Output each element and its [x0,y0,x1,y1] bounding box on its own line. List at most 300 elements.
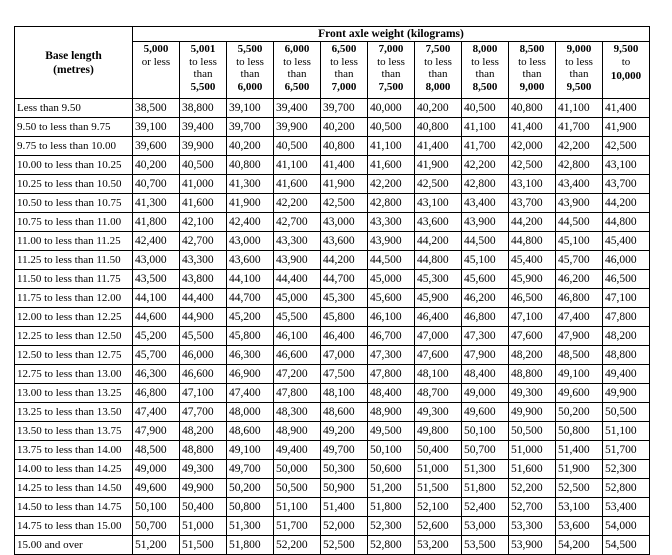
column-header-line: 8,500 [472,80,498,93]
gross-weight-cell: 50,000 [274,460,321,479]
table-row [15,175,650,194]
weight-column-header [462,42,509,99]
column-header-line: 7,000 [378,43,404,55]
gross-weight-cell: 44,500 [368,251,415,270]
gross-weight-cell: 54,500 [603,536,650,555]
gross-weight-cell: 44,200 [509,213,556,232]
gross-weight-cell: 43,500 [133,270,180,289]
weight-column-header [180,42,227,99]
gross-weight-cell: 43,400 [462,194,509,213]
gross-weight-cell: 52,300 [368,517,415,536]
gross-weight-cell: 48,600 [321,403,368,422]
table-row [15,137,650,156]
gross-weight-cell: 46,300 [227,346,274,365]
gross-weight-cell: 39,900 [180,137,227,156]
column-header-line: than [569,68,589,80]
base-length-label: 13.75 to less than 14.00 [15,441,133,460]
gross-weight-cell: 42,800 [462,175,509,194]
gross-weight-cell: 48,800 [180,441,227,460]
gross-weight-cell: 46,500 [603,270,650,289]
base-length-label: 9.50 to less than 9.75 [15,118,133,137]
gross-weight-cell: 53,400 [603,498,650,517]
base-length-label: 9.75 to less than 10.00 [15,137,133,156]
gross-weight-cell: 50,200 [556,403,603,422]
gross-weight-cell: 49,600 [133,479,180,498]
gross-weight-cell: 50,400 [180,498,227,517]
gross-weight-cell: 40,500 [462,99,509,118]
column-header-line: to less [377,55,405,68]
gross-weight-cell: 51,300 [462,460,509,479]
gross-weight-cell: 46,200 [556,270,603,289]
gross-weight-cell: 47,600 [509,327,556,346]
gross-weight-cell: 41,900 [415,156,462,175]
gross-weight-cell: 42,400 [133,232,180,251]
gross-weight-cell: 44,100 [227,270,274,289]
gross-weight-cell: 41,400 [509,118,556,137]
gross-weight-cell: 41,300 [133,194,180,213]
gross-weight-cell: 42,700 [180,232,227,251]
table-row [15,213,650,232]
gross-weight-cell: 51,000 [180,517,227,536]
gross-weight-cell: 52,600 [415,517,462,536]
gross-weight-cell: 49,700 [227,460,274,479]
column-header-line: 5,001 [190,43,216,55]
column-header-line: 7,500 [378,80,404,93]
gross-weight-cell: 47,100 [509,308,556,327]
gross-weight-cell: 51,500 [180,536,227,555]
gross-weight-cell: 42,000 [509,137,556,156]
table-row [15,118,650,137]
table-row [15,251,650,270]
gross-weight-cell: 50,600 [368,460,415,479]
gross-weight-cell: 40,800 [321,137,368,156]
gross-weight-cell: 41,700 [462,137,509,156]
base-length-label: 14.75 to less than 15.00 [15,517,133,536]
column-header-line: 9,000 [566,43,592,55]
gross-weight-cell: 48,300 [274,403,321,422]
gross-weight-cell: 48,400 [368,384,415,403]
gross-weight-cell: 49,800 [415,422,462,441]
gross-weight-cell: 48,800 [509,365,556,384]
gross-weight-cell: 53,600 [556,517,603,536]
column-header-line: 6,500 [331,43,357,55]
gross-weight-cell: 43,600 [415,213,462,232]
gross-weight-cell: 52,700 [509,498,556,517]
gross-weight-cell: 44,500 [462,232,509,251]
table-row [15,308,650,327]
gross-weight-cell: 45,000 [368,270,415,289]
gross-weight-cell: 52,500 [556,479,603,498]
weight-column-header [368,42,415,99]
column-header-line: than [381,68,401,80]
gross-weight-cell: 51,200 [133,536,180,555]
gross-weight-cell: 44,900 [180,308,227,327]
gross-weight-cell: 45,900 [415,289,462,308]
gross-weight-cell: 46,900 [227,365,274,384]
gross-weight-cell: 51,700 [603,441,650,460]
column-header-line: 9,500 [613,43,639,55]
base-length-header-line: Base length [45,49,102,62]
column-header-line: 8,000 [472,43,498,55]
base-length-label: 12.00 to less than 12.25 [15,308,133,327]
gross-weight-cell: 47,100 [180,384,227,403]
gross-weight-cell: 52,800 [603,479,650,498]
gross-weight-cell: 48,900 [368,403,415,422]
gross-weight-cell: 40,500 [180,156,227,175]
gross-weight-cell: 45,500 [180,327,227,346]
column-header-line: 7,000 [331,80,357,93]
base-length-label: 12.50 to less than 12.75 [15,346,133,365]
gross-weight-cell: 43,900 [556,194,603,213]
gross-weight-cell: 39,700 [321,99,368,118]
gross-weight-cell: 41,400 [321,156,368,175]
gross-weight-cell: 43,000 [227,232,274,251]
gross-weight-cell: 42,500 [509,156,556,175]
gross-weight-cell: 47,200 [274,365,321,384]
gross-weight-cell: 48,900 [274,422,321,441]
gross-weight-cell: 44,500 [556,213,603,232]
gross-weight-cell: 43,100 [603,156,650,175]
gross-weight-cell: 41,800 [133,213,180,232]
gross-weight-cell: 43,600 [321,232,368,251]
weight-column-header [603,42,650,99]
gross-weight-cell: 43,700 [603,175,650,194]
gross-weight-cell: 47,900 [133,422,180,441]
gross-weight-cell: 50,100 [368,441,415,460]
gross-weight-cell: 45,600 [462,270,509,289]
gross-weight-cell: 47,800 [603,308,650,327]
gross-weight-cell: 49,300 [509,384,556,403]
column-header-line: than [334,68,354,80]
gross-weight-cell: 46,100 [368,308,415,327]
column-header-line: to less [283,55,311,68]
column-header-line: 6,000 [237,80,263,93]
gross-weight-cell: 52,300 [603,460,650,479]
gross-weight-cell: 41,900 [603,118,650,137]
weight-column-header [556,42,603,99]
column-header-line: 9,500 [566,80,592,93]
gross-weight-cell: 49,000 [133,460,180,479]
gross-weight-cell: 45,500 [274,308,321,327]
table-row [15,536,650,555]
gross-weight-cell: 44,800 [415,251,462,270]
gross-weight-cell: 45,900 [509,270,556,289]
gross-weight-cell: 47,800 [368,365,415,384]
gross-weight-cell: 45,200 [133,327,180,346]
gross-weight-cell: 47,700 [180,403,227,422]
gross-weight-cell: 49,900 [603,384,650,403]
gross-weight-cell: 52,800 [368,536,415,555]
gross-weight-cell: 51,900 [556,460,603,479]
column-header-line: 5,000 [143,43,169,55]
gross-weight-cell: 47,400 [556,308,603,327]
table-row [15,498,650,517]
weight-column-header [227,42,274,99]
gross-weight-cell: 47,100 [603,289,650,308]
base-length-label: 11.25 to less than 11.50 [15,251,133,270]
gross-weight-cell: 44,100 [133,289,180,308]
base-length-label: 10.50 to less than 10.75 [15,194,133,213]
gross-weight-cell: 39,100 [227,99,274,118]
gross-weight-cell: 45,600 [368,289,415,308]
gross-weight-cell: 41,900 [227,194,274,213]
gross-weight-cell: 43,300 [180,251,227,270]
gross-weight-cell: 49,000 [462,384,509,403]
gross-weight-cell: 41,400 [415,137,462,156]
gross-weight-cell: 41,600 [274,175,321,194]
gross-weight-cell: 51,100 [603,422,650,441]
gross-weight-cell: 49,100 [556,365,603,384]
gross-weight-cell: 42,700 [274,213,321,232]
gross-weight-cell: 47,600 [415,346,462,365]
gross-weight-cell: 41,100 [556,99,603,118]
gross-weight-cell: 39,900 [274,118,321,137]
gross-weight-cell: 46,100 [274,327,321,346]
gross-weight-cell: 51,200 [368,479,415,498]
column-header-line: 5,500 [237,43,263,55]
table-row [15,517,650,536]
gross-weight-cell: 50,800 [556,422,603,441]
gross-weight-cell: 42,200 [368,175,415,194]
table-row [15,270,650,289]
gross-weight-cell: 51,300 [227,517,274,536]
gross-weight-cell: 52,400 [462,498,509,517]
gross-weight-cell: 49,600 [556,384,603,403]
gross-weight-cell: 52,000 [321,517,368,536]
gross-weight-cell: 41,000 [180,175,227,194]
base-length-header-line: (metres) [53,63,94,76]
weight-column-header [509,42,556,99]
gross-weight-cell: 40,800 [227,156,274,175]
gross-weight-cell: 52,200 [274,536,321,555]
gross-weight-cell: 47,300 [462,327,509,346]
weight-column-header [274,42,321,99]
base-length-label: 11.50 to less than 11.75 [15,270,133,289]
base-length-label: 10.75 to less than 11.00 [15,213,133,232]
gross-weight-cell: 46,400 [321,327,368,346]
base-length-label: 13.25 to less than 13.50 [15,403,133,422]
gross-weight-cell: 51,800 [227,536,274,555]
gross-weight-cell: 47,900 [462,346,509,365]
table-row [15,422,650,441]
gross-weight-cell: 52,500 [321,536,368,555]
gross-weight-cell: 46,800 [133,384,180,403]
column-header-line: 6,500 [284,80,310,93]
front-axle-weight-table [14,26,650,555]
column-header-line: to less [424,55,452,68]
column-header-line: to less [518,55,546,68]
gross-weight-cell: 41,300 [227,175,274,194]
gross-weight-cell: 43,300 [368,213,415,232]
gross-weight-cell: 51,600 [509,460,556,479]
base-length-label: 12.25 to less than 12.50 [15,327,133,346]
gross-weight-cell: 50,100 [133,498,180,517]
gross-weight-cell: 43,400 [556,175,603,194]
gross-weight-cell: 50,200 [227,479,274,498]
gross-weight-cell: 45,300 [321,289,368,308]
gross-weight-cell: 50,300 [321,460,368,479]
gross-weight-cell: 48,100 [321,384,368,403]
column-header-line: than [428,68,448,80]
gross-weight-cell: 48,600 [227,422,274,441]
gross-weight-cell: 42,400 [227,213,274,232]
gross-weight-cell: 47,000 [321,346,368,365]
base-length-label: 14.50 to less than 14.75 [15,498,133,517]
gross-weight-cell: 43,900 [274,251,321,270]
gross-weight-cell: 46,000 [603,251,650,270]
gross-weight-cell: 46,800 [556,289,603,308]
table-row [15,156,650,175]
gross-weight-cell: 51,700 [274,517,321,536]
column-header-line: than [287,68,307,80]
gross-weight-cell: 53,900 [509,536,556,555]
gross-weight-cell: 42,500 [603,137,650,156]
weight-column-header [321,42,368,99]
gross-weight-cell: 39,400 [274,99,321,118]
weight-table-container [14,26,650,555]
gross-weight-cell: 54,000 [603,517,650,536]
gross-weight-cell: 41,700 [556,118,603,137]
gross-weight-cell: 39,700 [227,118,274,137]
gross-weight-cell: 42,200 [556,137,603,156]
table-row [15,327,650,346]
gross-weight-cell: 51,400 [321,498,368,517]
gross-weight-cell: 53,300 [509,517,556,536]
gross-weight-cell: 46,500 [509,289,556,308]
gross-weight-cell: 48,500 [133,441,180,460]
gross-weight-cell: 51,100 [274,498,321,517]
table-row [15,289,650,308]
gross-weight-cell: 44,800 [509,232,556,251]
gross-weight-cell: 43,600 [227,251,274,270]
gross-weight-cell: 46,800 [462,308,509,327]
table-row [15,365,650,384]
gross-weight-cell: 46,200 [462,289,509,308]
column-header-line: 6,000 [284,43,310,55]
gross-weight-cell: 43,800 [180,270,227,289]
base-length-label: 13.50 to less than 13.75 [15,422,133,441]
gross-weight-cell: 41,600 [180,194,227,213]
gross-weight-cell: 49,700 [321,441,368,460]
gross-weight-cell: 49,600 [462,403,509,422]
gross-weight-cell: 45,800 [321,308,368,327]
gross-weight-cell: 53,500 [462,536,509,555]
gross-weight-cell: 48,700 [415,384,462,403]
gross-weight-cell: 40,200 [321,118,368,137]
base-length-label: Less than 9.50 [15,99,133,118]
weight-column-header [133,42,180,99]
gross-weight-cell: 40,800 [509,99,556,118]
gross-weight-cell: 43,300 [274,232,321,251]
gross-weight-cell: 40,700 [133,175,180,194]
column-header-line: than [522,68,542,80]
gross-weight-cell: 49,400 [274,441,321,460]
base-length-label: 14.00 to less than 14.25 [15,460,133,479]
column-header-line: to less [471,55,499,68]
gross-weight-cell: 52,100 [415,498,462,517]
gross-weight-cell: 43,900 [368,232,415,251]
gross-weight-cell: 45,200 [227,308,274,327]
column-header-line: than [240,68,260,80]
gross-weight-cell: 51,500 [415,479,462,498]
gross-weight-cell: 44,800 [603,213,650,232]
gross-weight-cell: 41,600 [368,156,415,175]
gross-weight-cell: 43,000 [133,251,180,270]
gross-weight-cell: 45,000 [274,289,321,308]
gross-weight-cell: 46,700 [368,327,415,346]
gross-weight-cell: 46,400 [415,308,462,327]
gross-weight-cell: 51,400 [556,441,603,460]
base-length-label: 10.00 to less than 10.25 [15,156,133,175]
gross-weight-cell: 43,100 [509,175,556,194]
gross-weight-cell: 53,200 [415,536,462,555]
gross-weight-cell: 40,500 [274,137,321,156]
gross-weight-cell: 47,000 [415,327,462,346]
column-header-line: than [193,68,213,80]
table-row [15,194,650,213]
gross-weight-cell: 50,700 [462,441,509,460]
gross-weight-cell: 38,800 [180,99,227,118]
table-row [15,99,650,118]
gross-weight-cell: 50,100 [462,422,509,441]
column-header-line: to less [236,55,264,68]
gross-weight-cell: 43,000 [321,213,368,232]
table-row [15,479,650,498]
table-row [15,232,650,251]
table-row [15,346,650,365]
gross-weight-cell: 46,600 [274,346,321,365]
gross-weight-cell: 39,600 [133,137,180,156]
table-row [15,460,650,479]
gross-weight-cell: 47,400 [133,403,180,422]
gross-weight-cell: 46,000 [180,346,227,365]
gross-weight-cell: 47,400 [227,384,274,403]
table-row [15,403,650,422]
base-length-label: 13.00 to less than 13.25 [15,384,133,403]
gross-weight-cell: 42,800 [368,194,415,213]
gross-weight-cell: 39,400 [180,118,227,137]
gross-weight-cell: 48,100 [415,365,462,384]
gross-weight-cell: 43,100 [415,194,462,213]
gross-weight-cell: 49,100 [227,441,274,460]
gross-weight-cell: 49,300 [180,460,227,479]
gross-weight-cell: 44,400 [180,289,227,308]
base-length-label: 11.00 to less than 11.25 [15,232,133,251]
gross-weight-cell: 50,500 [509,422,556,441]
gross-weight-cell: 42,500 [321,194,368,213]
gross-weight-cell: 46,300 [133,365,180,384]
gross-weight-cell: 40,000 [368,99,415,118]
gross-weight-cell: 49,400 [603,365,650,384]
gross-weight-cell: 44,200 [321,251,368,270]
gross-weight-cell: 41,100 [462,118,509,137]
gross-weight-cell: 44,200 [603,194,650,213]
gross-weight-cell: 47,500 [321,365,368,384]
gross-weight-cell: 44,600 [133,308,180,327]
gross-weight-cell: 44,700 [227,289,274,308]
gross-weight-cell: 48,000 [227,403,274,422]
base-length-header [15,27,133,99]
gross-weight-cell: 50,500 [603,403,650,422]
gross-weight-cell: 53,000 [462,517,509,536]
base-length-label: 12.75 to less than 13.00 [15,365,133,384]
column-header-line: 9,000 [519,80,545,93]
column-header-line: to [621,55,631,68]
gross-weight-cell: 50,500 [274,479,321,498]
gross-weight-cell: 48,500 [556,346,603,365]
gross-weight-cell: 42,100 [180,213,227,232]
weight-column-header [415,42,462,99]
